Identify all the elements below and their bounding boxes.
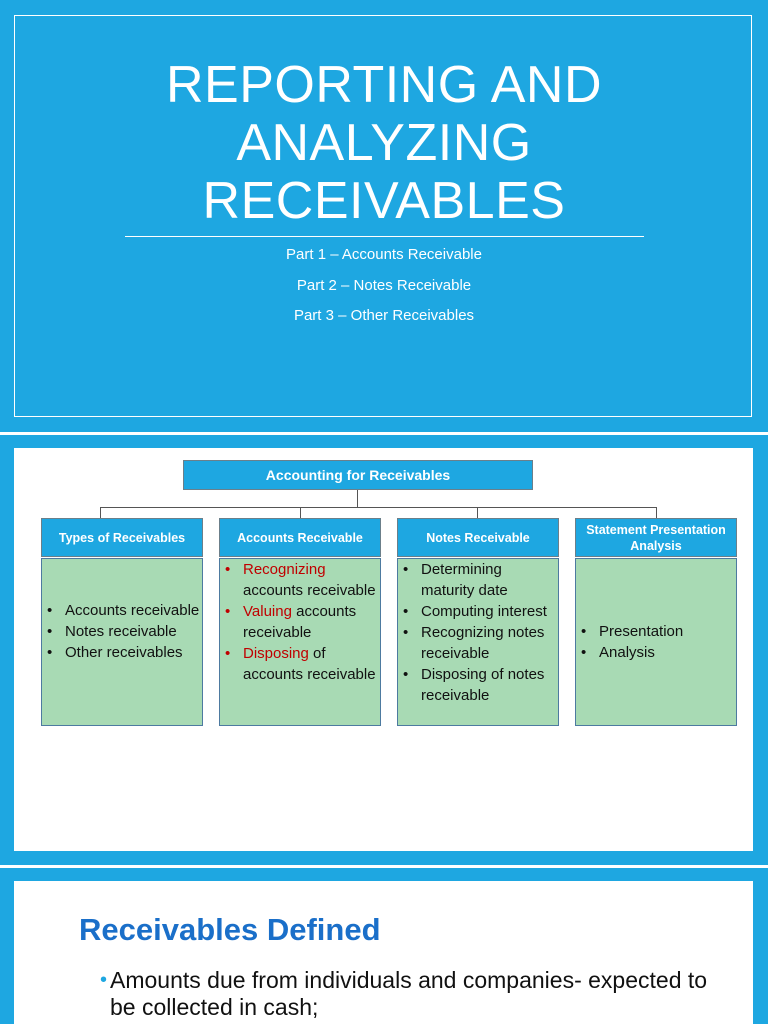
item-text: of accounts receivable	[243, 645, 376, 683]
part-item: Part 2 – Notes Receivable	[296, 276, 472, 294]
bullet-glyph: •	[225, 561, 231, 578]
column-body-statement	[575, 558, 737, 726]
bullet-glyph: •	[225, 645, 231, 662]
slide-title-line: ANALYZING	[236, 114, 532, 172]
bullet-glyph: •	[403, 666, 409, 683]
list-item	[220, 643, 380, 685]
list-item	[576, 642, 736, 663]
item-lead: Disposing	[243, 645, 309, 662]
title-slide	[0, 0, 768, 432]
slide-title	[0, 56, 768, 230]
part-item: Part 3 – Other Receivables	[293, 307, 475, 324]
parts-list	[0, 245, 768, 337]
column-header-statement: Statement Presentation Analysis	[575, 518, 737, 557]
column-body-accounts	[219, 558, 381, 726]
list-item	[42, 600, 202, 621]
bullet-glyph: •	[581, 623, 587, 640]
bullet-glyph: •	[581, 644, 587, 661]
list-item	[42, 642, 202, 663]
list-item	[220, 601, 380, 643]
connector-line	[300, 507, 301, 518]
bullet-glyph: •	[100, 969, 108, 991]
column-header-types: Types of Receivables	[41, 518, 203, 557]
item-text: Computing interest	[421, 603, 547, 620]
list-item	[42, 621, 202, 642]
item-text: Determining maturity date	[421, 561, 508, 599]
connector-line	[477, 507, 478, 518]
column-body-types	[41, 558, 203, 726]
item-text: Recognizing notes receivable	[421, 624, 545, 662]
bullet-glyph: •	[47, 602, 53, 619]
item-text: Presentation	[599, 623, 684, 640]
item-lead: Recognizing	[243, 561, 326, 578]
bullet-glyph: •	[47, 644, 53, 661]
list-item	[398, 622, 558, 664]
bullet-glyph: •	[403, 561, 409, 578]
slide-title-line: RECEIVABLES	[202, 172, 566, 230]
definition-text: Amounts due from individuals and companies- expected to be collected in cash;	[110, 967, 708, 1020]
bullet-glyph: •	[403, 624, 409, 641]
definition-title: Receivables Defined	[79, 912, 381, 947]
title-divider	[125, 236, 644, 237]
bullet-glyph: •	[403, 603, 409, 620]
column-header-notes: Notes Receivable	[397, 518, 559, 557]
item-text: Analysis	[599, 644, 655, 661]
list-item	[398, 601, 558, 622]
connector-line	[357, 490, 358, 507]
definition-bullet	[100, 967, 720, 1021]
item-text: accounts receivable	[243, 603, 357, 641]
item-text: accounts receivable	[243, 582, 376, 599]
list-item	[398, 559, 558, 601]
item-text: Disposing of notes receivable	[421, 666, 545, 704]
item-lead: Valuing	[243, 603, 292, 620]
list-item	[398, 664, 558, 706]
column-body-notes	[397, 558, 559, 726]
item-text: Notes receivable	[65, 623, 177, 640]
org-chart-root: Accounting for Receivables	[183, 460, 533, 490]
part-item: Part 1 – Accounts Receivable	[286, 246, 482, 263]
connector-line	[100, 507, 101, 518]
bullet-glyph: •	[225, 603, 231, 620]
slide-title-line: REPORTING AND	[165, 56, 603, 114]
bullet-glyph: •	[47, 623, 53, 640]
list-item	[220, 559, 380, 601]
list-item	[576, 621, 736, 642]
item-text: Accounts receivable	[65, 602, 200, 619]
connector-line	[100, 507, 657, 508]
connector-line	[656, 507, 657, 518]
column-header-accounts: Accounts Receivable	[219, 518, 381, 557]
item-text: Other receivables	[65, 644, 183, 661]
